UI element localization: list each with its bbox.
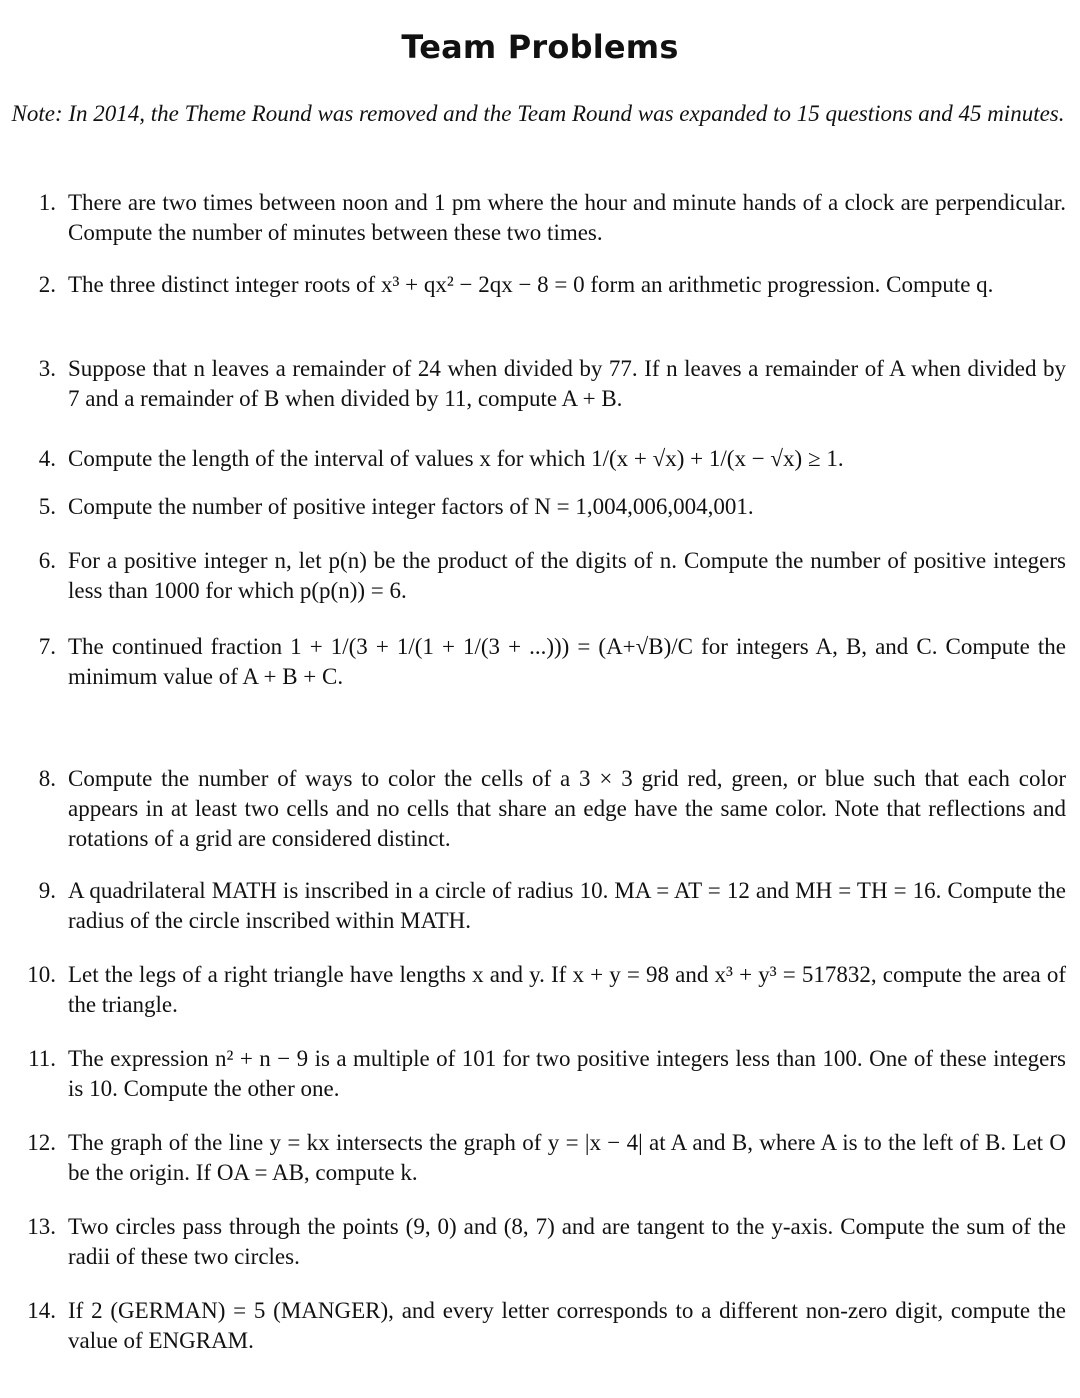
- problem-14: [0, 1296, 1080, 1366]
- problem-number: 7.: [38, 634, 56, 659]
- problem-text: The three distinct integer roots of x³ + qx² − 2qx − 8 = 0 form an arithmetic progression. Compute q.: [68, 272, 994, 297]
- problem-text: A quadrilateral MATH is inscribed in a circle of radius 10. MA = AT = 12 and MH = TH = 16. Compute the radius of the circle inscribed within MATH.: [68, 878, 1066, 933]
- problem-7: [0, 632, 1080, 764]
- problem-text: There are two times between noon and 1 pm where the hour and minute hands of a clock are perpendicular. Compute the number of minutes between these two times.: [68, 190, 1066, 245]
- problem-number: 2.: [38, 272, 56, 297]
- problem-text: Compute the length of the interval of values x for which 1/(x + √x) + 1/(x − √x) ≥ 1.: [68, 446, 844, 471]
- problem-12: [0, 1128, 1080, 1212]
- problem-13: [0, 1212, 1080, 1296]
- problem-text: Compute the number of ways to color the cells of a 3 × 3 grid red, green, or blue such that each color appears in at least two cells and no cells that share an edge have the same color. Note that reflections and rotations of a grid are considered distinct.: [68, 766, 1066, 851]
- problem-text: The continued fraction 1 + 1/(3 + 1/(1 + 1/(3 + ...))) = (A+√B)/C for integers A, B, and C. Compute the minimum value of A + B + C.: [68, 634, 1066, 689]
- problem-number: 11.: [28, 1046, 56, 1071]
- problem-3: [0, 354, 1080, 426]
- problem-10: [0, 960, 1080, 1044]
- problem-text: If 2 (GERMAN) = 5 (MANGER), and every letter corresponds to a different non-zero digit, compute the value of ENGRAM.: [68, 1298, 1066, 1353]
- problem-4: [0, 426, 1080, 492]
- problem-text: Let the legs of a right triangle have lengths x and y. If x + y = 98 and x³ + y³ = 517832, compute the area of the triangle.: [68, 962, 1066, 1017]
- problem-11: [0, 1044, 1080, 1128]
- problem-list: [0, 188, 1080, 1366]
- problem-number: 5.: [38, 494, 56, 519]
- problem-number: 4.: [38, 446, 56, 471]
- problem-text: Two circles pass through the points (9, 0) and (8, 7) and are tangent to the y-axis. Compute the sum of the radii of these two circles.: [68, 1214, 1066, 1269]
- page-title: Team Problems: [401, 28, 679, 66]
- problem-text: Suppose that n leaves a remainder of 24 when divided by 77. If n leaves a remainder of A when divided by 7 and a remainder of B when divided by 11, compute A + B.: [68, 356, 1066, 411]
- problem-number: 9.: [38, 878, 56, 903]
- problem-2: [0, 270, 1080, 354]
- problem-number: 3.: [38, 356, 56, 381]
- problem-9: [0, 876, 1080, 960]
- problem-number: 8.: [38, 766, 56, 791]
- problem-number: 12.: [27, 1130, 56, 1155]
- problem-1: [0, 188, 1080, 270]
- problem-text: The graph of the line y = kx intersects the graph of y = |x − 4| at A and B, where A is to the left of B. Let O be the origin. If OA = AB, compute k.: [68, 1130, 1066, 1185]
- problem-number: 14.: [27, 1298, 56, 1323]
- problem-text: Compute the number of positive integer factors of N = 1,004,006,004,001.: [68, 494, 754, 519]
- problem-number: 13.: [27, 1214, 56, 1239]
- problem-6: [0, 546, 1080, 632]
- problem-text: For a positive integer n, let p(n) be the product of the digits of n. Compute the number of positive integers less than 1000 for which p(p(n)) = 6.: [68, 548, 1066, 603]
- problem-number: 10.: [27, 962, 56, 987]
- problem-text: The expression n² + n − 9 is a multiple of 101 for two positive integers less than 100. One of these integers is 10. Compute the other one.: [68, 1046, 1066, 1101]
- problem-number: 6.: [38, 548, 56, 573]
- round-note: Note: In 2014, the Theme Round was removed and the Team Round was expanded to 15 questions and 45 minutes.: [11, 101, 1065, 126]
- problem-5: [0, 492, 1080, 546]
- problem-number: 1.: [38, 190, 56, 215]
- problem-8: [0, 764, 1080, 876]
